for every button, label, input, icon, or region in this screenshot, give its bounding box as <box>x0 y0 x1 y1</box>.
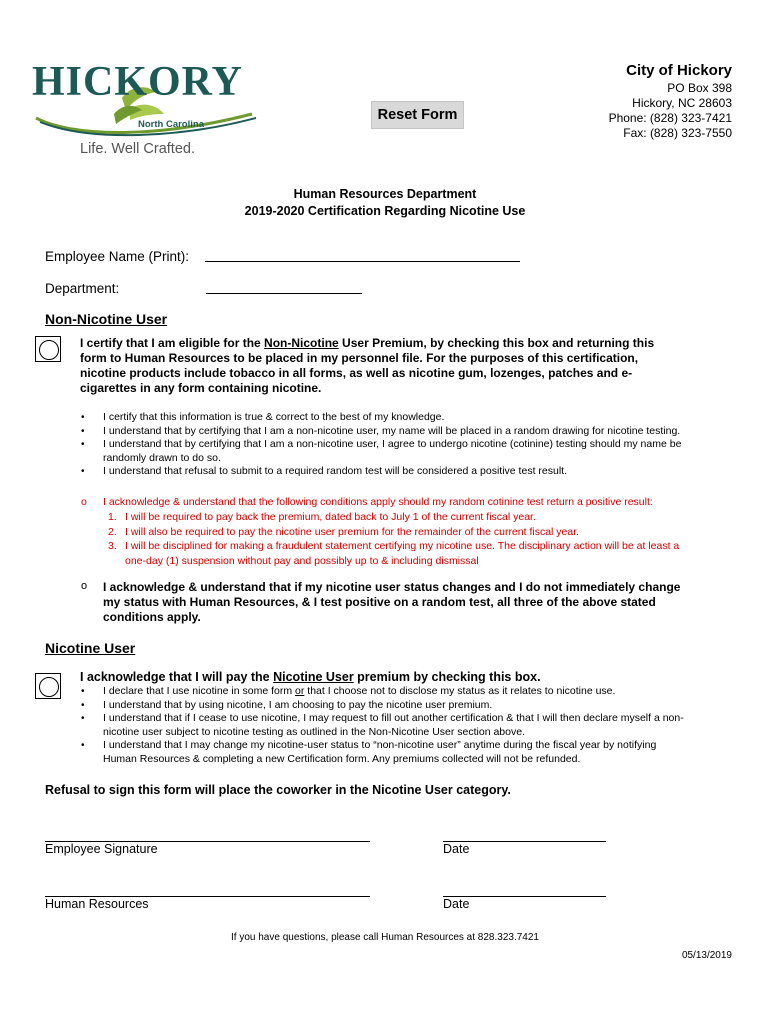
phone-number: Phone: (828) 323-7421 <box>608 111 732 125</box>
list-item: 2. I will also be required to pay the nicotine user premium for the remainder of the current fiscal year. <box>108 525 580 538</box>
logo-tagline: Life. Well Crafted. <box>80 141 195 157</box>
address-block <box>609 61 732 141</box>
refusal-notice: Refusal to sign this form will place the coworker in the Nicotine User category. <box>45 783 511 797</box>
list-item: • I declare that I use nicotine in some form or that I choose not to disclose my status as it relates to nicotine use. <box>79 685 689 699</box>
non-nicotine-intro: I certify that I am eligible for the Non-Nicotine User Premium, by checking this box and returning this form to Human Resources to be placed in my personnel file. For the purposes of this certification, nicotine products include tobacco in all forms, as well as nicotine gum, lozenges, patches and e- cigarettes in any form containing nicotine. <box>80 336 655 395</box>
employee-date-label: Date <box>443 842 470 856</box>
non-nicotine-heading: Non-Nicotine User <box>45 311 168 327</box>
ack-circle-marker: o <box>81 580 88 592</box>
red-circle-marker: o <box>81 496 87 508</box>
list-item: • I understand that refusal to submit to a required random test will be considered a positive test result. <box>79 465 689 479</box>
address-line-2: Hickory, NC 28603 <box>632 96 732 110</box>
list-item: 3. I will be disciplined for making a fraudulent statement certifying my nicotine use. The disciplinary action will be at least a one-day (1) suspension without pay and possibly up to & including dismissal <box>108 540 680 567</box>
status-change-acknowledgement: I acknowledge & understand that if my nicotine user status changes and I do not immediately change my status with Human Resources, & I test positive on a random test, all three of the above stated conditions apply. <box>103 580 681 624</box>
hr-date-label: Date <box>443 897 470 911</box>
logo-wordmark: HICKORY <box>32 59 243 105</box>
non-nicotine-bullets <box>79 411 689 479</box>
city-logo <box>30 58 262 158</box>
department-title: Human Resources Department <box>293 187 477 201</box>
employee-name-field[interactable] <box>205 261 520 262</box>
form-date: 05/13/2019 <box>681 950 732 961</box>
nicotine-heading: Nicotine User <box>45 640 136 656</box>
list-item: • I understand that if I cease to use nicotine, I may request to fill out another certification & that I will then declare myself a non-nicotine user subject to nicotine testing as outlined in the Non-Nicotine User section above. <box>79 712 689 739</box>
fax-number: Fax: (828) 323-7550 <box>623 126 732 140</box>
hr-signature-label: Human Resources <box>45 897 149 911</box>
list-item: • I understand that by certifying that I am a non-nicotine user, my name will be placed in a random drawing for nicotine testing. <box>79 425 689 439</box>
questions-footer: If you have questions, please call Human Resources at 828.323.7421 <box>231 932 539 943</box>
non-nicotine-checkbox[interactable] <box>35 336 61 362</box>
positive-result-intro: I acknowledge & understand that the following conditions apply should my random cotinine test return a positive result: <box>103 496 653 508</box>
department-field[interactable] <box>206 293 362 294</box>
org-name: City of Hickory <box>626 62 732 79</box>
list-item: • I understand that by certifying that I am a non-nicotine user, I agree to undergo nicotine (cotinine) testing should my name be randomly drawn to do so. <box>79 438 689 465</box>
nicotine-checkbox[interactable] <box>35 673 61 699</box>
list-item: • I certify that this information is true & correct to the best of my knowledge. <box>79 411 689 425</box>
reset-form-button[interactable]: Reset Form <box>371 101 464 129</box>
employee-signature-label: Employee Signature <box>45 842 158 856</box>
department-label: Department: <box>45 281 120 296</box>
employee-name-label: Employee Name (Print): <box>45 249 190 264</box>
list-item: • I understand that by using nicotine, I am choosing to pay the nicotine user premium. <box>79 699 689 713</box>
nicotine-bullets <box>79 685 689 766</box>
list-item: 1. I will be required to pay back the premium, dated back to July 1 of the current fiscal year. <box>108 511 536 523</box>
list-item: • I understand that I may change my nicotine-user status to “non-nicotine user” anytime during the fiscal year by notifying Human Resources & completing a new Certification form. Any premiums collected will not be refunded. <box>79 739 689 766</box>
logo-state: North Carolina <box>138 119 204 130</box>
nicotine-intro: I acknowledge that I will pay the Nicotine User premium by checking this box. <box>80 670 541 684</box>
address-line-1: PO Box 398 <box>667 81 732 95</box>
positive-result-conditions <box>105 510 689 568</box>
form-title: 2019-2020 Certification Regarding Nicotine Use <box>244 204 526 218</box>
